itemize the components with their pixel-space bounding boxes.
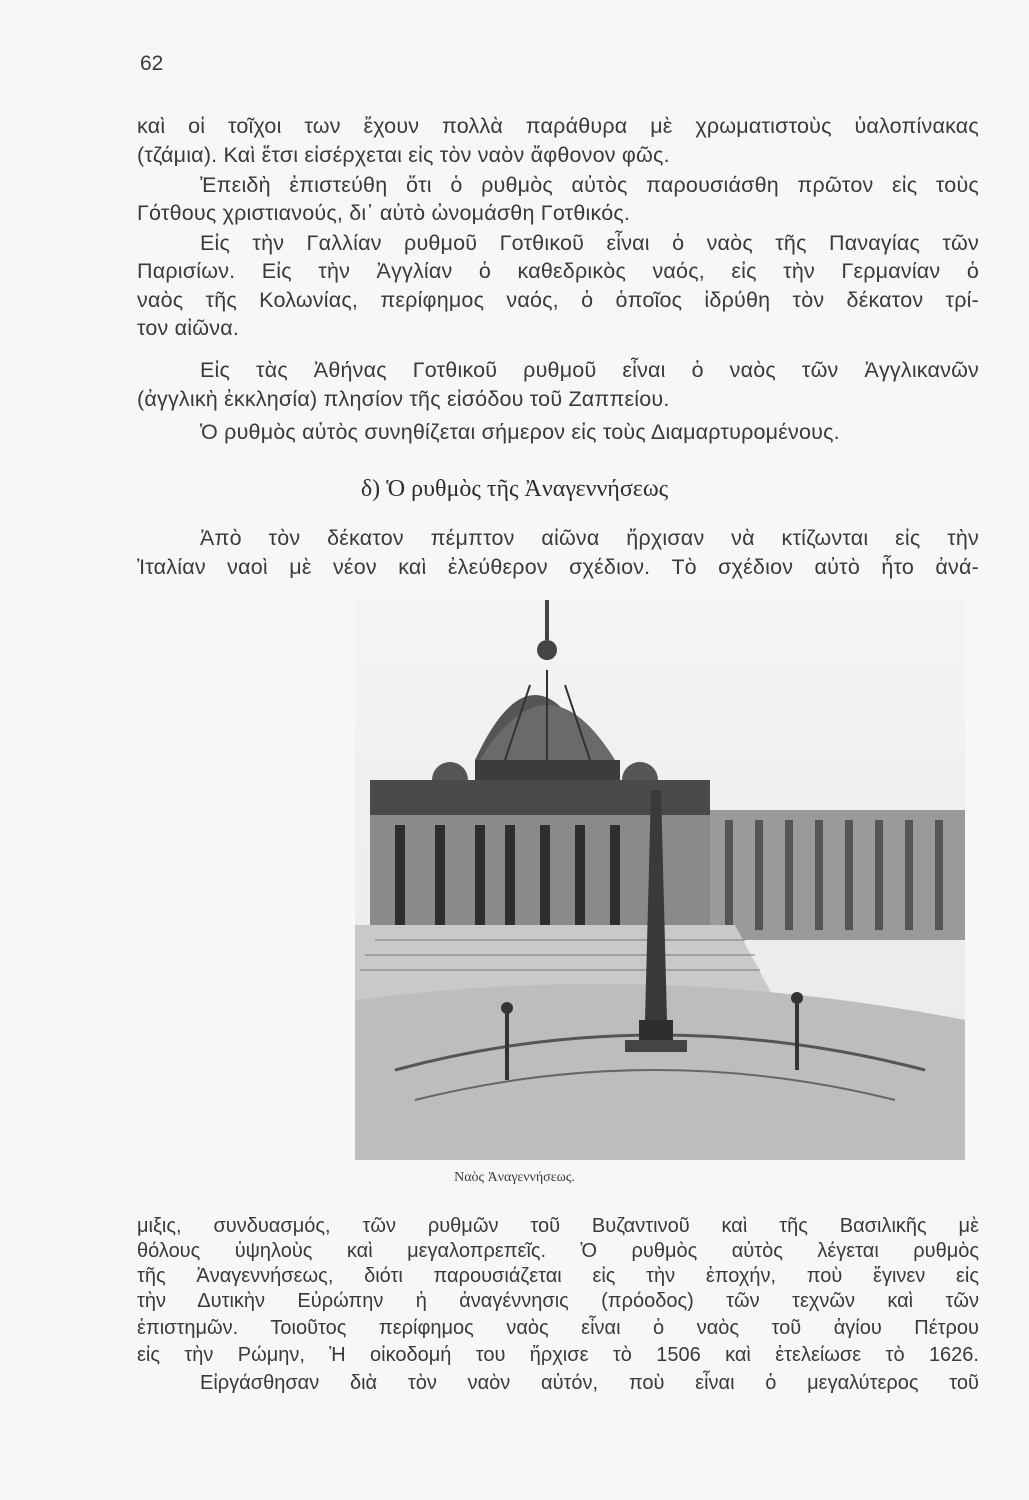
st-peters-basilica-photo [355,600,965,1160]
text-line: Εἰς τὰς Ἀθήνας Γοτθικοῦ ρυθμοῦ εἶναι ὁ ναὸς τῶν Ἀγγλικανῶν [200,358,979,382]
text-line: Ἀπὸ τὸν δέκατον πέμπτον αἰῶνα ἤρχισαν νὰ κτίζωνται εἰς τὴν [200,526,979,550]
text-line: θόλους ὑψηλοὺς καὶ μεγαλοπρεπεῖς. Ὁ ρυθμὸς αὐτὸς λέγεται ρυθμὸς [137,1240,979,1262]
figure-caption: Ναὸς Ἀναγεννήσεως. [454,1170,575,1185]
text-line: τῆς Ἀναγεννήσεως, διότι παρουσιάζεται εἰς τὴν ἐποχήν, ποὺ ἔγινεν εἰς [137,1265,979,1287]
text-line: (τζάμια). Καὶ ἔτσι εἰσέρχεται εἰς τὸν ναὸν ἄφθονον φῶς. [137,143,670,167]
text-line: Ἐπειδὴ ἐπιστεύθη ὅτι ὁ ρυθμὸς αὐτὸς παρουσιάσθη πρῶτον εἰς τοὺς [200,173,979,197]
page-number: 62 [140,52,164,75]
text-line: Εἰργάσθησαν διὰ τὸν ναὸν αὐτόν, ποὺ εἶναι ὁ μεγαλύτερος τοῦ [200,1372,979,1394]
text-line: τον αἰῶνα. [137,316,240,340]
text-line: καὶ οἱ τοῖχοι των ἔχουν πολλὰ παράθυρα μὲ χρωματιστοὺς ὑαλοπίνακας [137,114,979,138]
text-line: τὴν Δυτικὴν Εὐρώπην ἡ ἀναγέννησις (πρόοδος) τῶν τεχνῶν καὶ τῶν [137,1290,979,1312]
text-line: Ἰταλίαν ναοὶ μὲ νέον καὶ ἐλεύθερον σχέδιον. Τὸ σχέδιον αὐτὸ ἦτο ἀνά- [137,555,979,579]
text-line: (ἀγγλικὴ ἐκκλησία) πλησίον τῆς εἰσόδου τοῦ Ζαππείου. [137,387,670,411]
text-line: Ὁ ρυθμὸς αὐτὸς συνηθίζεται σήμερον εἰς τοὺς Διαμαρτυρομένους. [200,420,840,444]
text-line: Παρισίων. Εἰς τὴν Ἀγγλίαν ὁ καθεδρικὸς ναός, εἰς τὴν Γερμανίαν ὁ [137,259,979,283]
text-line: μιξις, συνδυασμός, τῶν ρυθμῶν τοῦ Βυζαντινοῦ καὶ τῆς Βασιλικῆς μὲ [137,1215,979,1237]
section-heading: δ) Ὁ ρυθμὸς τῆς Ἀναγεννήσεως [360,476,669,502]
text-line: εἰς τὴν Ρώμην, Ἡ οἰκοδομή του ἤρχισε τὸ 1506 καὶ ἐτελείωσε τὸ 1626. [137,1344,979,1366]
text-line: ναὸς τῆς Κολωνίας, περίφημος ναός, ὁ ὁποῖος ἱδρύθη τὸν δέκατον τρί- [137,288,979,312]
text-line: Εἰς τὴν Γαλλίαν ρυθμοῦ Γοτθικοῦ εἶναι ὁ ναὸς τῆς Παναγίας τῶν [200,231,979,255]
text-line: ἐπιστημῶν. Τοιοῦτος περίφημος ναὸς εἶναι ὁ ναὸς τοῦ ἁγίου Πέτρου [137,1317,979,1339]
text-line: Γότθους χριστιανούς, δι᾽ αὐτὸ ὠνομάσθη Γοτθικός. [137,201,631,225]
